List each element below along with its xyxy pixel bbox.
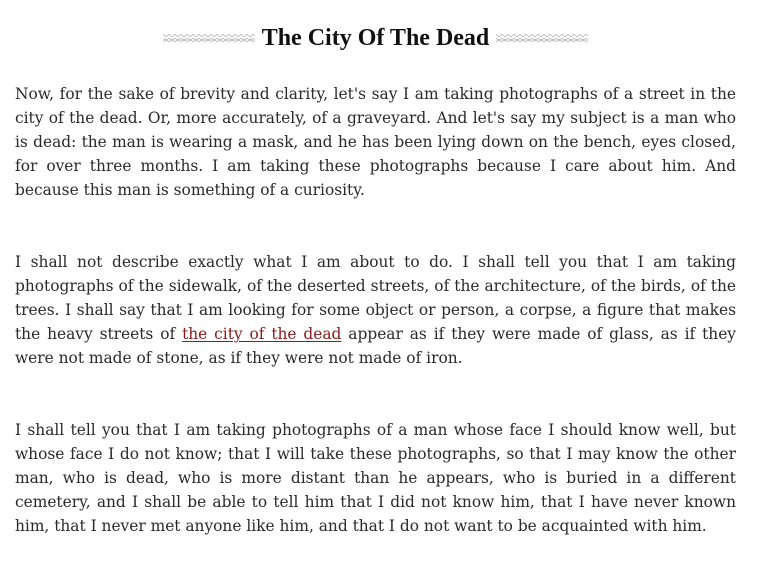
paragraph-2-text-after: appear as if they were made of glass, as if they were not made of stone, as if they were not made of iron. bbox=[15, 325, 737, 367]
title-row bbox=[15, 18, 736, 58]
right-ornament-icon bbox=[496, 32, 588, 44]
paragraph-2 bbox=[15, 250, 736, 370]
page-title: The City Of The Dead bbox=[261, 25, 490, 51]
paragraph-2-text-before: I shall not describe exactly what I am about to do. I shall tell you that I am taking photographs of the sidewalk, of the deserted streets, of the architecture, of the birds, of the trees. I shall say that I am looking for some object or person, a corpse, a figure that makes the heavy streets of bbox=[15, 253, 736, 343]
city-of-the-dead-link[interactable]: the city of the dead bbox=[182, 325, 342, 343]
paragraph-1: Now, for the sake of brevity and clarity, let's say I am taking photographs of a street in the city of the dead. Or, more accurately, of a graveyard. And let's say my subject is a man who is dead: the man is wearing a mask, and he has been lying down on the bench, eyes closed, for over three months. I am taking these photographs because I care about him. And because this man is something of a curiosity. bbox=[15, 85, 736, 199]
paragraph-3: I shall tell you that I am taking photographs of a man whose face I should know well, but whose face I do not know; that I will take these photographs, so that I may know the other man, who is dead, who is more distant than he appears, who is buried in a different cemetery, and I shall be able to tell him that I did not know him, that I have never known him, that I never met anyone like him, and that I do not want to be acquainted with him. bbox=[15, 421, 736, 535]
article bbox=[15, 0, 736, 538]
left-ornament-icon bbox=[163, 32, 255, 44]
